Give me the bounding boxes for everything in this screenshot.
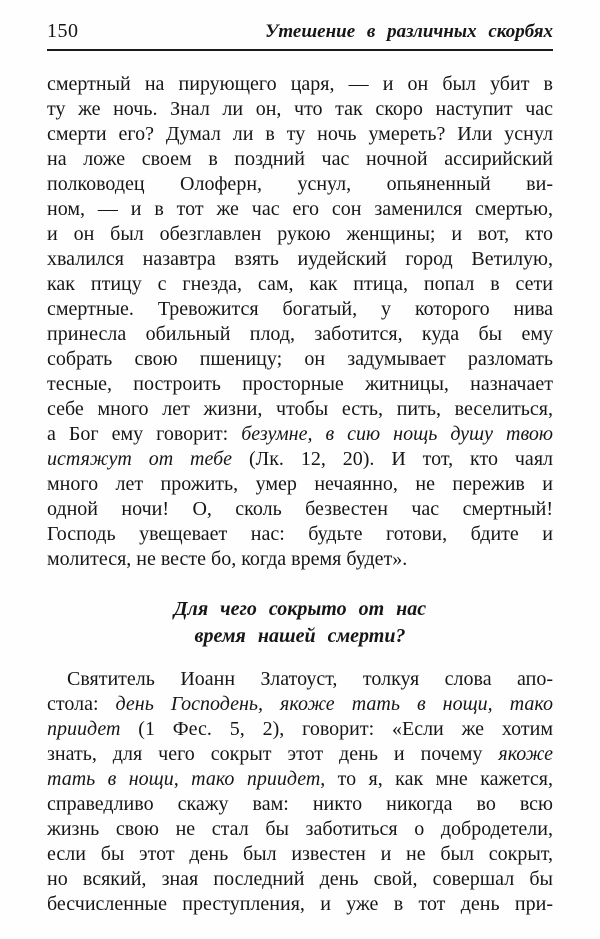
text-line bbox=[47, 147, 553, 172]
text-line bbox=[47, 247, 553, 272]
text-segment: Святитель Иоанн Златоуст, толкуя слова апо- bbox=[67, 668, 553, 690]
text-line bbox=[47, 122, 553, 147]
text-segment: смерти его? Думал ли в ту ночь умереть? Или уснул bbox=[47, 123, 553, 145]
text-segment: Господь увещевает нас: будьте готови, бдите и bbox=[47, 523, 553, 545]
text-line bbox=[47, 867, 553, 892]
text-line bbox=[47, 397, 553, 422]
text-line bbox=[47, 892, 553, 917]
text-line bbox=[47, 792, 553, 817]
text-line bbox=[47, 497, 553, 522]
scripture-quote-italic: день Господень, якоже тать в нощи, тако bbox=[115, 693, 553, 715]
text-segment: тесные, построить просторные житницы, назначает bbox=[47, 373, 553, 395]
text-segment: жизнь свою не стал бы заботиться о добродетели, bbox=[47, 818, 553, 840]
text-line bbox=[47, 272, 553, 297]
text-segment: но всякий, зная последний день свой, совершал бы bbox=[47, 868, 553, 890]
text-line bbox=[47, 472, 553, 497]
text-segment: смертный на пирующего царя, — и он был убит в bbox=[47, 73, 553, 95]
text-segment: стола: bbox=[47, 693, 116, 715]
text-segment: хвалился назавтра взять иудейский город Ветилую, bbox=[47, 248, 553, 270]
text-line bbox=[47, 372, 553, 397]
text-segment: ном, — и в тот же час его сон заменился смертью, bbox=[47, 198, 553, 220]
text-segment: принесла обильный плод, заботится, куда бы ему bbox=[47, 323, 553, 345]
text-line bbox=[47, 522, 553, 547]
text-segment: ту же ночь. Знал ли он, что так скоро наступит час bbox=[47, 98, 553, 120]
text-line bbox=[47, 717, 553, 742]
section-heading-line-2: время нашей смерти? bbox=[194, 625, 406, 647]
text-line bbox=[47, 422, 553, 447]
text-line bbox=[47, 817, 553, 842]
text-segment: на ложе своем в поздний час ночной ассирийский bbox=[47, 148, 553, 170]
page-header bbox=[47, 20, 553, 51]
page-text bbox=[47, 72, 553, 917]
text-segment: и он был обезглавлен рукою женщины; и вот, кто bbox=[47, 223, 553, 245]
paragraph-continuation bbox=[47, 72, 553, 572]
text-segment: одной ночи! О, сколь безвестен час смертный! bbox=[47, 498, 553, 520]
text-segment: справедливо скажу вам: никто никогда во всю bbox=[47, 793, 553, 815]
paragraph-section-body bbox=[47, 667, 553, 917]
text-line bbox=[47, 97, 553, 122]
page-number: 150 bbox=[47, 20, 79, 42]
section-heading bbox=[47, 596, 553, 650]
text-line bbox=[47, 742, 553, 767]
text-segment: а Бог ему говорит: bbox=[47, 423, 242, 445]
text-segment: (1 Фес. 5, 2), говорит: «Если же хотим bbox=[120, 718, 553, 740]
text-segment: знать, для чего сокрыт этот день и почему bbox=[47, 743, 499, 765]
text-segment: (Лк. 12, 20). И тот, кто чаял bbox=[232, 448, 553, 470]
scripture-quote-italic: приидет bbox=[47, 718, 121, 740]
text-segment: полководец Олоферн, уснул, опьяненный ви- bbox=[47, 173, 553, 195]
text-segment: смертные. Тревожится богатый, у которого нива bbox=[47, 298, 553, 320]
scripture-quote-italic: тать в нощи, тако приидет bbox=[47, 768, 321, 790]
scripture-quote-italic: безумне, в сию нощь душу твою bbox=[241, 423, 553, 445]
text-line bbox=[47, 347, 553, 372]
text-line bbox=[47, 172, 553, 197]
text-line bbox=[47, 322, 553, 347]
scripture-quote-italic: истяжут от тебе bbox=[47, 448, 233, 470]
text-line bbox=[47, 692, 553, 717]
text-line bbox=[47, 667, 553, 692]
text-segment: собрать свою пшеницу; он задумывает разломать bbox=[47, 348, 553, 370]
text-line bbox=[47, 197, 553, 222]
text-segment: если бы этот день был известен и не был сокрыт, bbox=[47, 843, 553, 865]
text-line bbox=[47, 842, 553, 867]
scripture-quote-italic: якоже bbox=[498, 743, 553, 765]
section-heading-line-1: Для чего сокрыто от нас bbox=[173, 598, 427, 620]
text-segment: много лет прожить, умер нечаянно, не пережив и bbox=[47, 473, 553, 495]
text-segment: молитеся, не весте бо, когда время будет». bbox=[47, 548, 408, 570]
text-line bbox=[47, 767, 553, 792]
text-segment: , то я, как мне кажется, bbox=[320, 768, 553, 790]
text-line bbox=[47, 447, 553, 472]
text-line bbox=[47, 72, 553, 97]
text-segment: себе много лет жизни, чтобы есть, пить, веселиться, bbox=[47, 398, 553, 420]
text-segment: как птицу с гнезда, сам, как птица, попал в сети bbox=[47, 273, 553, 295]
text-line bbox=[47, 547, 553, 572]
text-line bbox=[47, 297, 553, 322]
running-title: Утешение в различных скорбях bbox=[265, 21, 553, 42]
text-line bbox=[47, 222, 553, 247]
text-segment: бесчисленные преступления, и уже в тот день при- bbox=[47, 893, 553, 915]
